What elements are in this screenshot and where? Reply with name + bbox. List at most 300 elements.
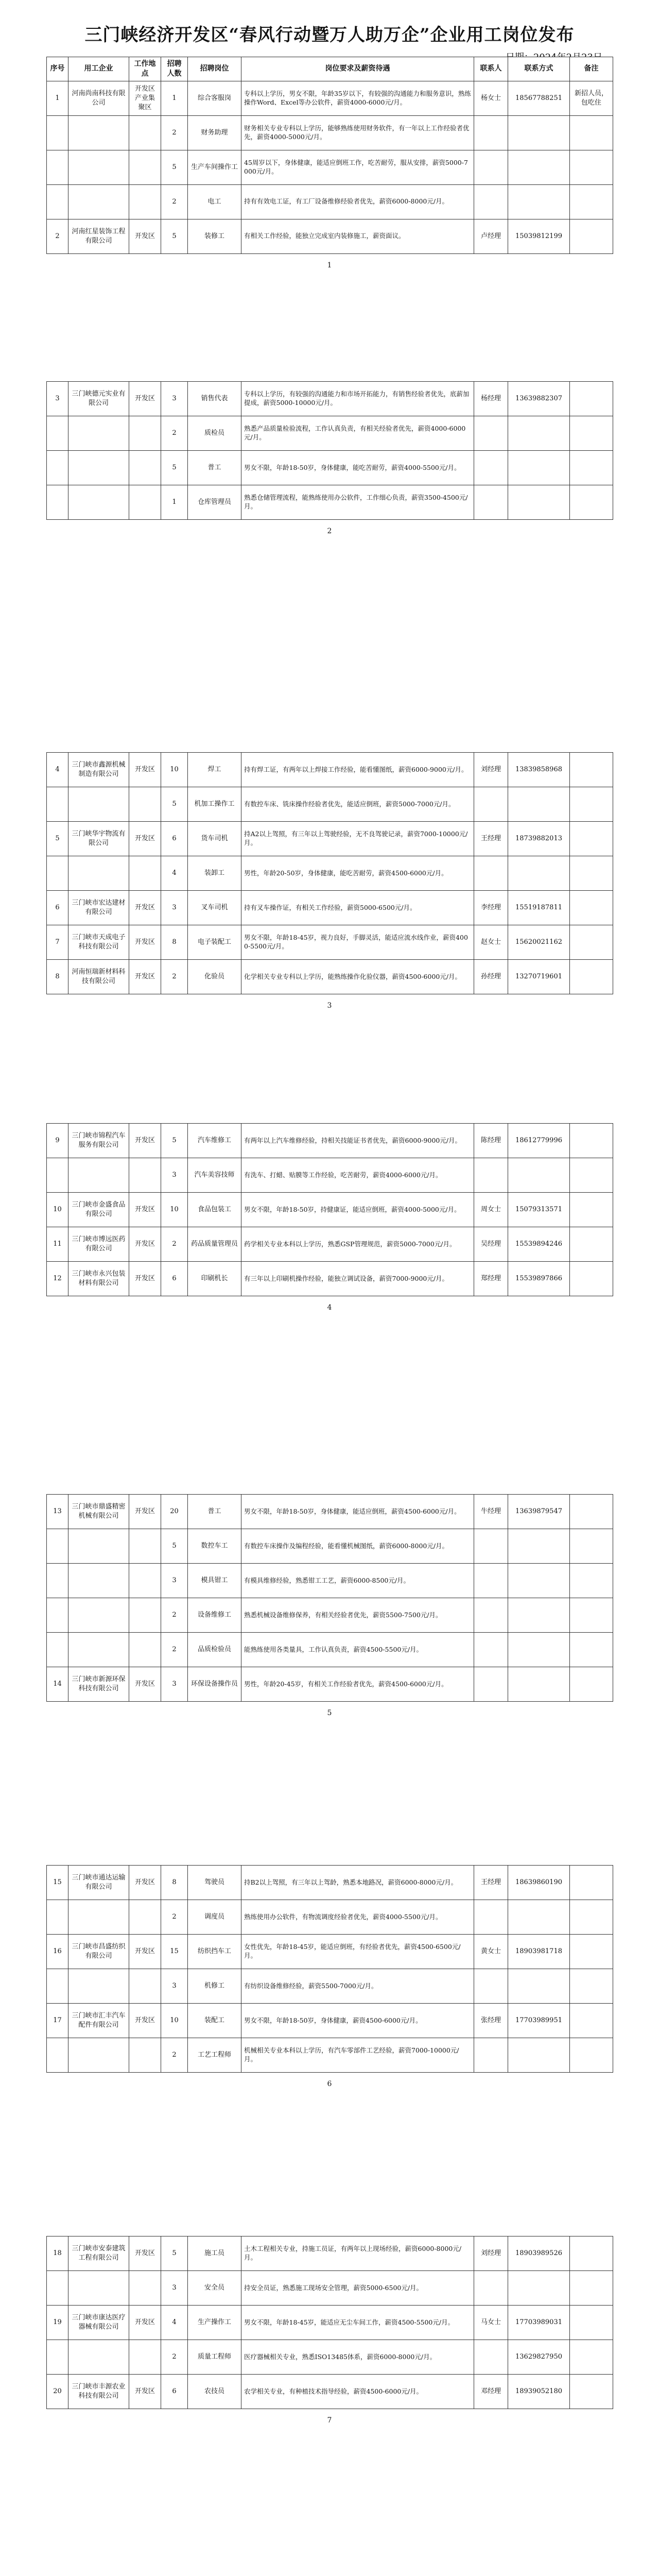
cell-loc [129, 1529, 161, 1564]
cell-phone [508, 150, 570, 184]
cell-note [570, 485, 613, 520]
cell-seq [47, 1529, 68, 1564]
cell-count: 8 [161, 925, 188, 960]
cell-phone: 13839858968 [508, 753, 570, 787]
cell-seq [47, 856, 68, 891]
cell-phone [508, 485, 570, 520]
cell-loc: 开发区 [129, 2375, 161, 2409]
cell-count: 3 [161, 1969, 188, 2004]
cell-job: 调度员 [188, 1900, 241, 1935]
cell-loc: 开发区 [129, 1227, 161, 1262]
cell-count: 6 [161, 822, 188, 856]
cell-count: 3 [161, 1158, 188, 1193]
cell-company [68, 485, 129, 520]
cell-company [68, 451, 129, 485]
cell-contact: 邓经理 [474, 2375, 508, 2409]
cell-contact [474, 485, 508, 520]
table-row [47, 2038, 613, 2073]
cell-loc: 开发区 [129, 822, 161, 856]
cell-job: 电子装配工 [188, 925, 241, 960]
cell-req: 男女不限，年龄18-45岁，能适应无尘车间工作，薪资4500-5500元/月。 [241, 2306, 474, 2340]
cell-req: 持有焊工证，有两年以上焊接工作经验，能看懂图纸，薪资6000-9000元/月。 [241, 753, 474, 787]
cell-loc: 开发区 [129, 2236, 161, 2271]
cell-note [570, 856, 613, 891]
table-row [47, 1935, 613, 1969]
cell-req: 女性优先，年龄18-45岁，能适应倒班，有经验者优先，薪资4500-6500元/月。 [241, 1935, 474, 1969]
cell-loc: 开发区 [129, 1193, 161, 1227]
cell-seq: 12 [47, 1262, 68, 1296]
cell-job: 汽车美容技师 [188, 1158, 241, 1193]
cell-job: 普工 [188, 451, 241, 485]
cell-contact: 周女士 [474, 1193, 508, 1227]
table-row [47, 960, 613, 994]
document-page-3 [46, 752, 613, 1010]
cell-company [68, 1598, 129, 1633]
table-row [47, 1900, 613, 1935]
cell-seq: 8 [47, 960, 68, 994]
cell-company: 三门峡市博远医药有限公司 [68, 1227, 129, 1262]
table-row [47, 382, 613, 416]
cell-job: 质量工程师 [188, 2340, 241, 2375]
cell-note [570, 787, 613, 822]
cell-job: 销售代表 [188, 382, 241, 416]
cell-seq: 5 [47, 822, 68, 856]
cell-seq [47, 184, 68, 219]
cell-count: 5 [161, 451, 188, 485]
cell-note [570, 1598, 613, 1633]
cell-count: 2 [161, 416, 188, 451]
cell-loc [129, 150, 161, 184]
cell-req: 有数控车床操作及编程经验，能看懂机械图纸，薪资6000-8000元/月。 [241, 1529, 474, 1564]
cell-note [570, 1158, 613, 1193]
cell-note [570, 451, 613, 485]
cell-req: 男女不限，年龄18-50岁，持健康证，能适应倒班，薪资4000-5000元/月。 [241, 1193, 474, 1227]
cell-seq: 10 [47, 1193, 68, 1227]
table-row [47, 1495, 613, 1529]
page-number: 6 [327, 2080, 332, 2088]
cell-note [570, 891, 613, 925]
cell-contact [474, 1564, 508, 1598]
cell-job: 安全员 [188, 2271, 241, 2306]
cell-company: 三门峡市安泰建筑工程有限公司 [68, 2236, 129, 2271]
cell-seq [47, 1900, 68, 1935]
cell-company [68, 1158, 129, 1193]
cell-phone [508, 1158, 570, 1193]
cell-job: 汽车维修工 [188, 1124, 241, 1158]
cell-job: 化验员 [188, 960, 241, 994]
cell-phone [508, 1633, 570, 1667]
cell-count: 10 [161, 2004, 188, 2038]
cell-loc: 开发区 [129, 1866, 161, 1900]
cell-count: 1 [161, 81, 188, 115]
cell-job: 质检员 [188, 416, 241, 451]
cell-count: 5 [161, 1124, 188, 1158]
cell-phone: 13639882307 [508, 382, 570, 416]
cell-contact: 王经理 [474, 822, 508, 856]
cell-count: 6 [161, 2375, 188, 2409]
table-row [47, 2306, 613, 2340]
cell-job: 驾驶员 [188, 1866, 241, 1900]
cell-count: 4 [161, 2306, 188, 2340]
table-header-row [47, 57, 613, 81]
table-row [47, 1193, 613, 1227]
column-header: 用工企业 [68, 57, 129, 81]
cell-job: 机修工 [188, 1969, 241, 2004]
table-row [47, 81, 613, 115]
cell-contact: 马女士 [474, 2306, 508, 2340]
page-number: 5 [327, 1709, 332, 1717]
cell-loc: 开发区 [129, 1495, 161, 1529]
cell-job: 焊工 [188, 753, 241, 787]
cell-note [570, 925, 613, 960]
cell-count: 2 [161, 960, 188, 994]
cell-req: 持有叉车操作证，有相关工作经验，薪资5000-6500元/月。 [241, 891, 474, 925]
cell-job: 设备维修工 [188, 1598, 241, 1633]
cell-req: 有三年以上印刷机操作经验，能独立调试设备，薪资7000-9000元/月。 [241, 1262, 474, 1296]
cell-note [570, 219, 613, 253]
cell-loc: 开发区 [129, 1935, 161, 1969]
table-row [47, 2340, 613, 2375]
table-row [47, 1158, 613, 1193]
cell-loc [129, 1969, 161, 2004]
cell-contact [474, 2340, 508, 2375]
cell-loc [129, 1900, 161, 1935]
table-row [47, 1633, 613, 1667]
cell-contact [474, 856, 508, 891]
cell-req: 有数控车床、铣床操作经验者优先，能适应倒班，薪资5000-7000元/月。 [241, 787, 474, 822]
cell-phone [508, 1900, 570, 1935]
cell-phone: 15620021162 [508, 925, 570, 960]
table-row [47, 822, 613, 856]
cell-company: 三门峡市康达医疗器械有限公司 [68, 2306, 129, 2340]
cell-seq: 1 [47, 81, 68, 115]
cell-count: 2 [161, 1227, 188, 1262]
cell-contact: 杨女士 [474, 81, 508, 115]
cell-loc: 开发区 [129, 960, 161, 994]
document-page-6 [46, 1865, 613, 2088]
cell-contact [474, 416, 508, 451]
table-row [47, 1598, 613, 1633]
cell-phone [508, 1564, 570, 1598]
table-row [47, 115, 613, 150]
cell-seq [47, 485, 68, 520]
cell-req: 土木工程相关专业，持施工员证，有两年以上现场经验，薪资6000-8000元/月。 [241, 2236, 474, 2271]
cell-phone [508, 1598, 570, 1633]
cell-phone: 18939052180 [508, 2375, 570, 2409]
cell-seq: 2 [47, 219, 68, 253]
cell-contact: 李经理 [474, 891, 508, 925]
cell-note [570, 416, 613, 451]
cell-count: 5 [161, 150, 188, 184]
cell-note [570, 2236, 613, 2271]
cell-company: 河南恒瑞新材料科技有限公司 [68, 960, 129, 994]
cell-company: 河南尚南科技有限公司 [68, 81, 129, 115]
cell-company: 三门峡市金盛食品有限公司 [68, 1193, 129, 1227]
cell-req: 45周岁以下，身体健康，能适应倒班工作，吃苦耐劳，服从安排，薪资5000-7000元/月。 [241, 150, 474, 184]
cell-company: 河南红星装饰工程有限公司 [68, 219, 129, 253]
job-table [46, 752, 613, 994]
cell-req: 有两年以上汽车维修经验，持相关技能证书者优先，薪资6000-9000元/月。 [241, 1124, 474, 1158]
document-root [0, 0, 659, 63]
cell-loc: 开发区 [129, 2306, 161, 2340]
cell-job: 生产操作工 [188, 2306, 241, 2340]
table-row [47, 2236, 613, 2271]
cell-company [68, 1969, 129, 2004]
table-row [47, 2004, 613, 2038]
cell-job: 施工员 [188, 2236, 241, 2271]
cell-phone: 18903981718 [508, 1935, 570, 1969]
cell-phone: 15039812199 [508, 219, 570, 253]
cell-note [570, 1262, 613, 1296]
cell-phone: 18612779996 [508, 1124, 570, 1158]
cell-req: 药学相关专业本科以上学历，熟悉GSP管理规范，薪资5000-7000元/月。 [241, 1227, 474, 1262]
cell-seq [47, 150, 68, 184]
cell-req: 医疗器械相关专业，熟悉ISO13485体系，薪资6000-8000元/月。 [241, 2340, 474, 2375]
cell-company [68, 1900, 129, 1935]
page-number: 2 [327, 527, 332, 535]
cell-phone [508, 184, 570, 219]
cell-phone [508, 416, 570, 451]
cell-phone: 15539894246 [508, 1227, 570, 1262]
document-page-4 [46, 1123, 613, 1312]
cell-loc: 开发区 [129, 382, 161, 416]
cell-company [68, 2340, 129, 2375]
cell-job: 环保设备操作员 [188, 1667, 241, 1702]
cell-note [570, 1866, 613, 1900]
cell-job: 农技员 [188, 2375, 241, 2409]
cell-loc [129, 1598, 161, 1633]
job-table [46, 381, 613, 520]
column-header: 工作地点 [129, 57, 161, 81]
table-row [47, 1969, 613, 2004]
cell-contact: 赵女士 [474, 925, 508, 960]
cell-company: 三门峡华宇物流有限公司 [68, 822, 129, 856]
cell-job: 工艺工程师 [188, 2038, 241, 2073]
cell-note [570, 382, 613, 416]
cell-count: 3 [161, 1564, 188, 1598]
cell-loc [129, 1564, 161, 1598]
cell-contact [474, 2038, 508, 2073]
cell-count: 10 [161, 753, 188, 787]
cell-seq [47, 787, 68, 822]
cell-req: 农学相关专业，有种植技术指导经验，薪资4500-6000元/月。 [241, 2375, 474, 2409]
cell-contact: 孙经理 [474, 960, 508, 994]
cell-company: 三门峡市鑫源机械制造有限公司 [68, 753, 129, 787]
cell-contact: 刘经理 [474, 2236, 508, 2271]
cell-loc [129, 2038, 161, 2073]
cell-count: 2 [161, 2340, 188, 2375]
cell-seq [47, 2038, 68, 2073]
cell-count: 2 [161, 2038, 188, 2073]
cell-note [570, 115, 613, 150]
table-row [47, 219, 613, 253]
cell-note [570, 2271, 613, 2306]
cell-job: 普工 [188, 1495, 241, 1529]
job-table [46, 1494, 613, 1702]
cell-job: 模具钳工 [188, 1564, 241, 1598]
cell-note [570, 2004, 613, 2038]
cell-req: 专科以上学历，有较强的沟通能力和市场开拓能力，有销售经验者优先，底薪加提成，薪资5000-10000元/月。 [241, 382, 474, 416]
cell-count: 3 [161, 891, 188, 925]
cell-note [570, 1124, 613, 1158]
cell-note [570, 1935, 613, 1969]
cell-note [570, 1495, 613, 1529]
cell-job: 装修工 [188, 219, 241, 253]
cell-count: 8 [161, 1866, 188, 1900]
cell-req: 机械相关专业本科以上学历，有汽车零部件工艺经验，薪资7000-10000元/月。 [241, 2038, 474, 2073]
cell-count: 1 [161, 485, 188, 520]
cell-phone: 18903989526 [508, 2236, 570, 2271]
cell-seq [47, 1564, 68, 1598]
cell-loc: 开发区 [129, 925, 161, 960]
cell-phone: 18567788251 [508, 81, 570, 115]
page-number: 1 [327, 261, 332, 269]
table-row [47, 1124, 613, 1158]
table-row [47, 150, 613, 184]
cell-contact [474, 451, 508, 485]
cell-count: 5 [161, 1529, 188, 1564]
cell-req: 有模具维修经验，熟悉钳工工艺，薪资6000-8500元/月。 [241, 1564, 474, 1598]
cell-count: 2 [161, 115, 188, 150]
cell-contact: 黄女士 [474, 1935, 508, 1969]
cell-phone: 15079313571 [508, 1193, 570, 1227]
cell-req: 熟悉产品质量检验流程，工作认真负责，有相关经验者优先，薪资4000-6000元/月。 [241, 416, 474, 451]
cell-req: 财务相关专业专科以上学历，能够熟练使用财务软件，有一年以上工作经验者优先，薪资4000-5000元/月。 [241, 115, 474, 150]
cell-count: 6 [161, 1262, 188, 1296]
cell-contact [474, 2271, 508, 2306]
table-row [47, 451, 613, 485]
table-row [47, 2375, 613, 2409]
cell-phone: 17703989951 [508, 2004, 570, 2038]
cell-count: 3 [161, 382, 188, 416]
cell-company: 三门峡市天成电子科技有限公司 [68, 925, 129, 960]
cell-seq [47, 1633, 68, 1667]
cell-seq [47, 1158, 68, 1193]
table-row [47, 787, 613, 822]
cell-seq: 11 [47, 1227, 68, 1262]
cell-contact [474, 1529, 508, 1564]
table-row [47, 753, 613, 787]
column-header: 联系人 [474, 57, 508, 81]
cell-req: 有纺织设备维修经验，薪资5500-7000元/月。 [241, 1969, 474, 2004]
cell-note [570, 1900, 613, 1935]
document-page-5 [46, 1494, 613, 1717]
cell-company [68, 787, 129, 822]
cell-count: 5 [161, 787, 188, 822]
cell-loc [129, 115, 161, 150]
cell-seq [47, 115, 68, 150]
cell-req: 男性，年龄20-50岁，身体健康，能吃苦耐劳，薪资4500-6000元/月。 [241, 856, 474, 891]
cell-seq [47, 2271, 68, 2306]
cell-loc: 开发区 [129, 891, 161, 925]
cell-company: 三门峡市宏达建材有限公司 [68, 891, 129, 925]
page-number: 3 [327, 1002, 332, 1010]
cell-job: 电工 [188, 184, 241, 219]
cell-seq: 17 [47, 2004, 68, 2038]
cell-seq: 6 [47, 891, 68, 925]
cell-company: 三门峡市汇丰汽车配件有限公司 [68, 2004, 129, 2038]
page-title: 三门峡经济开发区“春风行动暨万人助万企”企业用工岗位发布 [84, 25, 575, 45]
cell-job: 叉车司机 [188, 891, 241, 925]
cell-loc: 开发区 [129, 753, 161, 787]
table-row [47, 485, 613, 520]
cell-seq [47, 1969, 68, 2004]
cell-contact [474, 115, 508, 150]
table-row [47, 1529, 613, 1564]
cell-seq: 9 [47, 1124, 68, 1158]
cell-note [570, 1667, 613, 1702]
cell-company: 三门峡德元实业有限公司 [68, 382, 129, 416]
cell-phone: 13270719601 [508, 960, 570, 994]
cell-contact: 王经理 [474, 1866, 508, 1900]
document-page-7 [46, 2236, 613, 2425]
cell-loc: 开发区 [129, 2004, 161, 2038]
cell-count: 2 [161, 184, 188, 219]
cell-seq: 4 [47, 753, 68, 787]
cell-seq [47, 451, 68, 485]
job-table [46, 57, 613, 254]
cell-company [68, 1633, 129, 1667]
cell-contact: 郑经理 [474, 1262, 508, 1296]
cell-note [570, 960, 613, 994]
cell-note [570, 753, 613, 787]
cell-seq [47, 416, 68, 451]
cell-phone: 15519187811 [508, 891, 570, 925]
cell-req: 男女不限，年龄18-45岁，视力良好，手脚灵活，能适应流水线作业，薪资4000-5500元/月。 [241, 925, 474, 960]
cell-req: 有相关工作经验，能独立完成室内装修施工，薪资面议。 [241, 219, 474, 253]
table-row [47, 891, 613, 925]
cell-req: 能熟练使用各类量具，工作认真负责，薪资4500-5500元/月。 [241, 1633, 474, 1667]
cell-phone [508, 1969, 570, 2004]
cell-note [570, 1529, 613, 1564]
column-header: 序号 [47, 57, 68, 81]
table-row [47, 1262, 613, 1296]
cell-phone: 18639860190 [508, 1866, 570, 1900]
cell-phone [508, 115, 570, 150]
cell-company: 三门峡市新源环保科技有限公司 [68, 1667, 129, 1702]
cell-loc: 开发区 [129, 1124, 161, 1158]
cell-count: 2 [161, 1900, 188, 1935]
cell-loc: 开发区 [129, 1667, 161, 1702]
cell-seq: 7 [47, 925, 68, 960]
cell-loc [129, 1633, 161, 1667]
cell-req: 专科以上学历，男女不限，年龄35岁以下，有较强的沟通能力和服务意识，熟练操作Word、Excel等办公软件，薪资4000-6000元/月。 [241, 81, 474, 115]
cell-count: 15 [161, 1935, 188, 1969]
cell-note [570, 1193, 613, 1227]
cell-count: 5 [161, 2236, 188, 2271]
column-header: 招聘岗位 [188, 57, 241, 81]
document-page-1 [46, 57, 613, 269]
cell-loc [129, 787, 161, 822]
cell-req: 男性，年龄20-45岁，有相关工作经验者优先，薪资4500-6000元/月。 [241, 1667, 474, 1702]
cell-contact [474, 184, 508, 219]
cell-count: 3 [161, 2271, 188, 2306]
cell-phone [508, 451, 570, 485]
cell-contact: 吴经理 [474, 1227, 508, 1262]
cell-req: 持B2以上驾照，有三年以上驾龄，熟悉本地路况，薪资6000-8000元/月。 [241, 1866, 474, 1900]
cell-req: 持安全员证，熟悉施工现场安全管理，薪资5000-6500元/月。 [241, 2271, 474, 2306]
cell-phone [508, 787, 570, 822]
table-row [47, 2271, 613, 2306]
cell-loc [129, 856, 161, 891]
cell-loc [129, 416, 161, 451]
cell-req: 男女不限，年龄18-50岁，身体健康，能吃苦耐劳，薪资4000-5500元/月。 [241, 451, 474, 485]
table-row [47, 184, 613, 219]
cell-company [68, 2271, 129, 2306]
cell-note [570, 2375, 613, 2409]
cell-job: 机加工操作工 [188, 787, 241, 822]
table-row [47, 1866, 613, 1900]
